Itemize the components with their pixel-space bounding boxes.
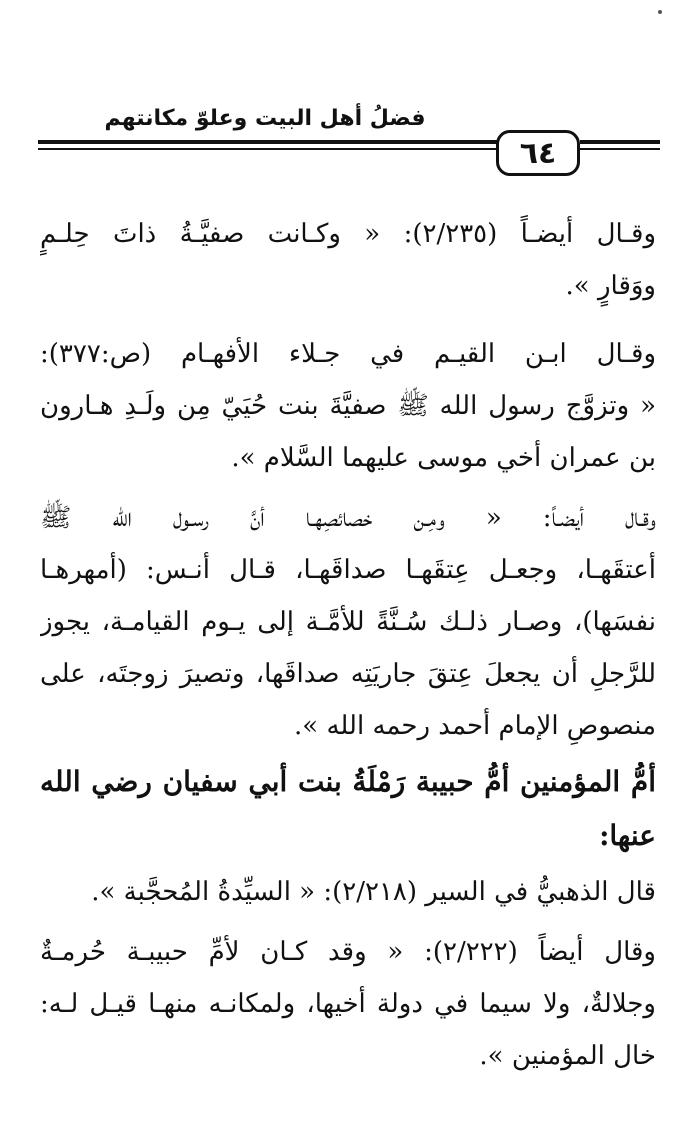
section-heading: أمُّ المؤمنين أمُّ حبيبة رَمْلَةُ بنت أبي سفيان رضي الله bbox=[40, 765, 656, 798]
text-line: وقال أيضاً (٢/٢٢٢): « وقد كـان لأمِّ حبيبـة حُرمـةٌ bbox=[40, 937, 656, 967]
text-line: بن عمران أخي موسى عليهما السَّلام ». bbox=[231, 443, 656, 473]
corner-dot bbox=[658, 10, 662, 14]
text-line: قال الذهبيُّ في السير (٢/٢١٨): « السيِّدةُ المُحجَّبة ». bbox=[91, 877, 656, 907]
text-line: « وتزوَّج رسول الله ﷺ صفيَّةَ بنت حُيَيّ مِن ولَـدِ هـارون bbox=[40, 391, 656, 421]
header-rule-right-thin bbox=[580, 148, 660, 150]
header-rule-right-thick bbox=[580, 140, 660, 144]
text-line: أعتقَهـا، وجعـل عِتقَهـا صداقَهـا، قـال أنـس: (أمهرهـا bbox=[40, 555, 656, 585]
header-rule-thick bbox=[38, 140, 500, 144]
running-title: فضلُ أهل البيت وعلوّ مكانتهم bbox=[104, 106, 426, 131]
text-line: ووَقارٍ ». bbox=[565, 271, 656, 301]
text-line: وقـال أيضـاً (٢/٢٣٥): « وكـانت صفيَّـةُ ذاتَ حِلـمٍ bbox=[40, 219, 656, 249]
text-line: نفسَها)، وصـار ذلـك سُـنَّةً للأمَّـة إلى يـوم القيامـة، يجوز bbox=[40, 607, 656, 637]
text-line: وجلالةٌ، ولا سيما في دولة أخيها، ولمكانـه منهـا قيـل لـه: bbox=[40, 989, 656, 1019]
text-line: منصوصِ الإمام أحمد رحمه الله ». bbox=[294, 711, 656, 741]
text-line: خال المؤمنين ». bbox=[479, 1041, 656, 1071]
text-line: وقـال أيضـاً: « ومِـن خصائصِهـا أنَّ رسـول الله ﷺ bbox=[40, 503, 656, 533]
section-heading-end: عنها: bbox=[599, 819, 656, 852]
text-line: للرَّجلِ أن يجعلَ عِتقَ جاريَتِه صداقَها، وتصيرَ زوجتَه، على bbox=[40, 659, 656, 689]
page-header bbox=[0, 0, 696, 190]
page-number: ٦٤ bbox=[496, 130, 580, 176]
header-rule-thin bbox=[38, 148, 500, 150]
text-line: وقـال ابـن القيـم في جـلاء الأفهـام (ص:٣٧٧): bbox=[40, 339, 656, 369]
